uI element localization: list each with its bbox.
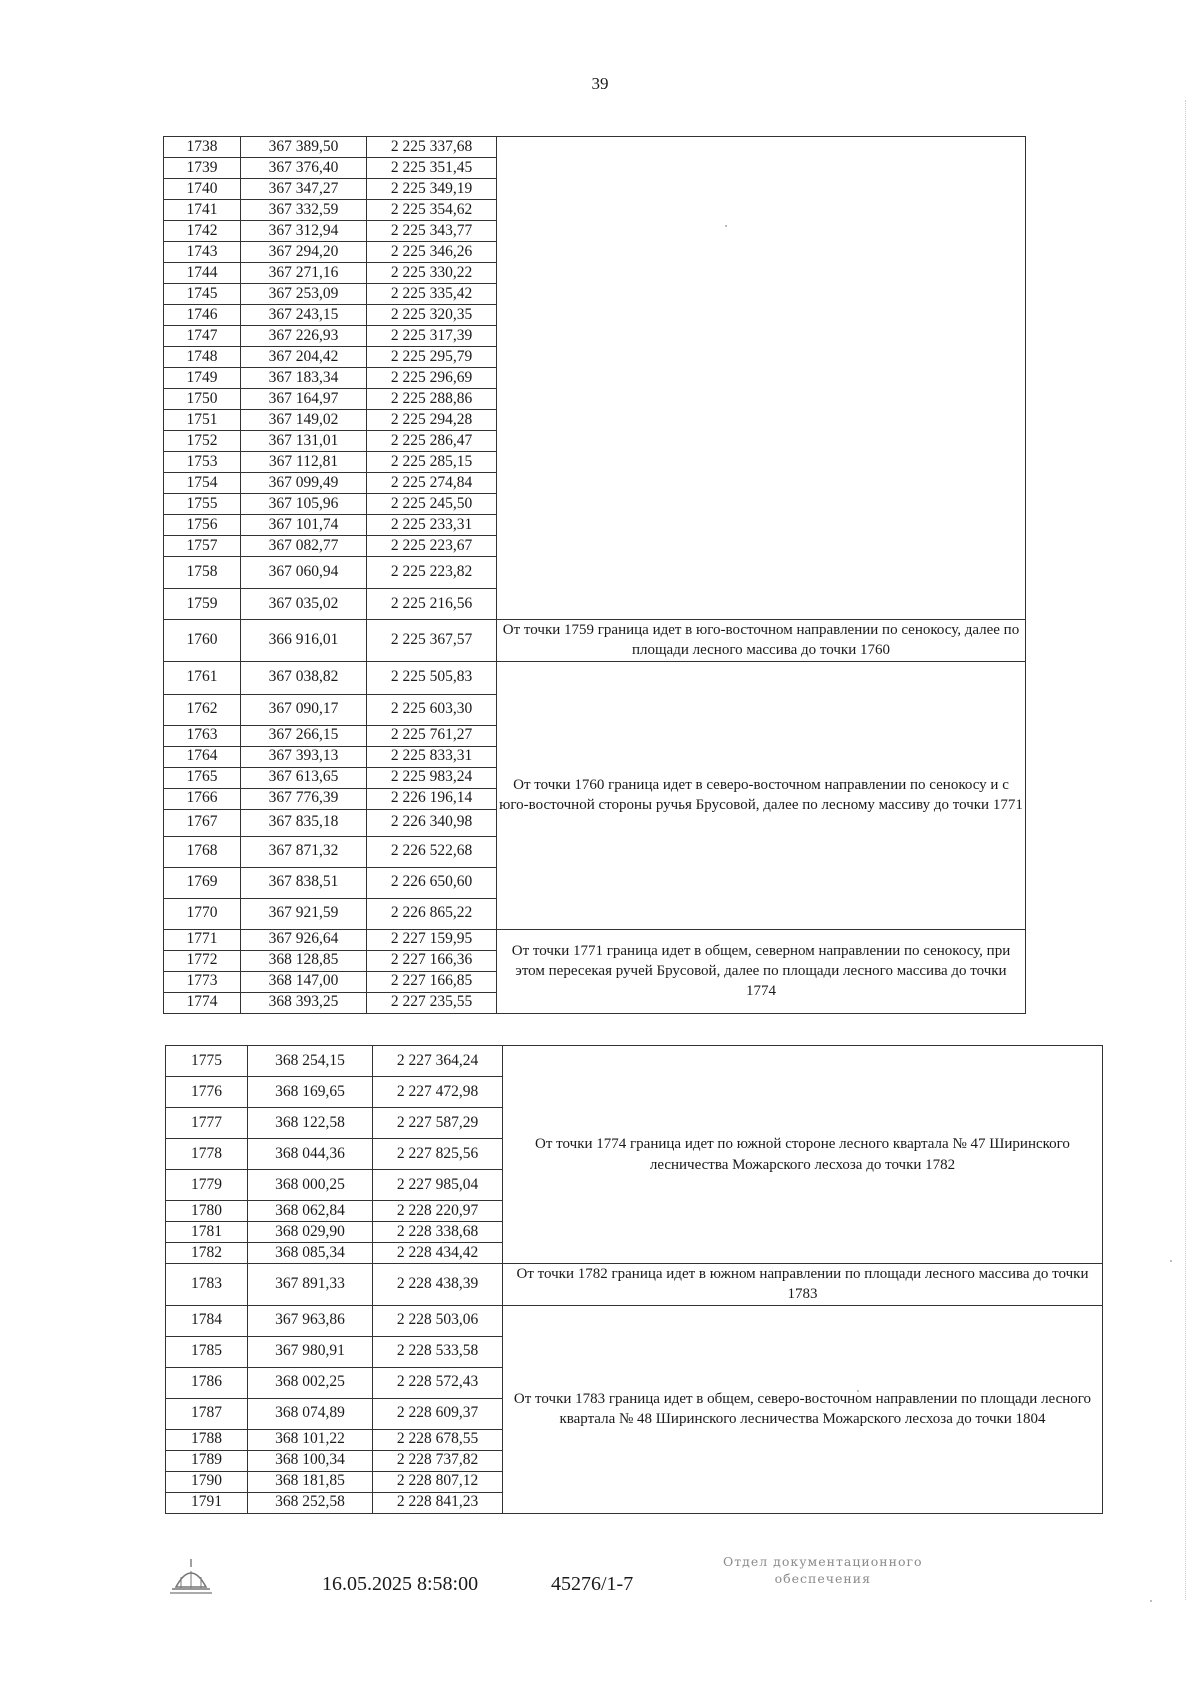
y-coordinate-cell: 2 227 166,36	[367, 950, 497, 971]
x-coordinate-cell: 367 038,82	[241, 661, 367, 694]
point-number-cell: 1781	[166, 1222, 248, 1243]
x-coordinate-cell: 368 002,25	[248, 1367, 373, 1398]
x-coordinate-cell: 367 149,02	[241, 410, 367, 431]
x-coordinate-cell: 367 101,74	[241, 515, 367, 536]
y-coordinate-cell: 2 225 288,86	[367, 389, 497, 410]
boundary-description-cell: От точки 1760 граница идет в северо-восточном направлении по сенокосу и с юго-восточной стороны ручья Брусовой, далее по лесному массиву до точки 1771	[497, 661, 1026, 929]
y-coordinate-cell: 2 228 503,06	[373, 1305, 503, 1336]
y-coordinate-cell: 2 227 364,24	[373, 1046, 503, 1077]
x-coordinate-cell: 367 060,94	[241, 557, 367, 589]
y-coordinate-cell: 2 228 841,23	[373, 1492, 503, 1513]
point-number-cell: 1745	[164, 284, 241, 305]
y-coordinate-cell: 2 227 587,29	[373, 1108, 503, 1139]
y-coordinate-cell: 2 227 985,04	[373, 1170, 503, 1201]
x-coordinate-cell: 366 916,01	[241, 620, 367, 662]
x-coordinate-cell: 367 294,20	[241, 242, 367, 263]
point-number-cell: 1746	[164, 305, 241, 326]
y-coordinate-cell: 2 225 317,39	[367, 326, 497, 347]
table-row	[164, 661, 1026, 694]
y-coordinate-cell: 2 225 295,79	[367, 347, 497, 368]
scan-edge-artifact	[1185, 100, 1187, 1600]
point-number-cell: 1766	[164, 788, 241, 809]
y-coordinate-cell: 2 227 159,95	[367, 929, 497, 950]
point-number-cell: 1787	[166, 1398, 248, 1429]
y-coordinate-cell: 2 225 320,35	[367, 305, 497, 326]
y-coordinate-cell: 2 225 286,47	[367, 431, 497, 452]
table-row	[166, 1046, 1103, 1077]
point-number-cell: 1777	[166, 1108, 248, 1139]
boundary-description-cell: От точки 1759 граница идет в юго-восточном направлении по сенокосу, далее по площади лесного массива до точки 1760	[497, 620, 1026, 662]
y-coordinate-cell: 2 225 330,22	[367, 263, 497, 284]
point-number-cell: 1753	[164, 452, 241, 473]
y-coordinate-cell: 2 225 245,50	[367, 494, 497, 515]
y-coordinate-cell: 2 225 351,45	[367, 158, 497, 179]
x-coordinate-cell: 367 112,81	[241, 452, 367, 473]
point-number-cell: 1744	[164, 263, 241, 284]
x-coordinate-cell: 367 963,86	[248, 1305, 373, 1336]
x-coordinate-cell: 367 243,15	[241, 305, 367, 326]
y-coordinate-cell: 2 225 223,67	[367, 536, 497, 557]
x-coordinate-cell: 368 000,25	[248, 1170, 373, 1201]
point-number-cell: 1742	[164, 221, 241, 242]
x-coordinate-cell: 367 164,97	[241, 389, 367, 410]
scan-speck	[1150, 1600, 1152, 1602]
x-coordinate-cell: 368 393,25	[241, 992, 367, 1013]
point-number-cell: 1790	[166, 1471, 248, 1492]
point-number-cell: 1780	[166, 1201, 248, 1222]
x-coordinate-cell: 367 376,40	[241, 158, 367, 179]
table-row	[164, 929, 1026, 950]
point-number-cell: 1755	[164, 494, 241, 515]
point-number-cell: 1749	[164, 368, 241, 389]
y-coordinate-cell: 2 225 833,31	[367, 746, 497, 767]
y-coordinate-cell: 2 225 294,28	[367, 410, 497, 431]
point-number-cell: 1791	[166, 1492, 248, 1513]
x-coordinate-cell: 367 183,34	[241, 368, 367, 389]
point-number-cell: 1739	[164, 158, 241, 179]
x-coordinate-cell: 368 101,22	[248, 1429, 373, 1450]
y-coordinate-cell: 2 225 343,77	[367, 221, 497, 242]
x-coordinate-cell: 367 613,65	[241, 767, 367, 788]
coordinates-table-top	[163, 136, 1026, 1014]
footer-date: 16.05.2025 8:58:00	[322, 1573, 479, 1595]
point-number-cell: 1778	[166, 1139, 248, 1170]
point-number-cell: 1759	[164, 589, 241, 620]
y-coordinate-cell: 2 226 522,68	[367, 836, 497, 867]
x-coordinate-cell: 367 921,59	[241, 898, 367, 929]
boundary-description-cell: От точки 1783 граница идет в общем, северо-восточном направлении по площади лесного квартала № 48 Ширинского лесничества Можарского лесхоза до точки 1804	[503, 1305, 1103, 1513]
boundary-description-cell: От точки 1771 граница идет в общем, северном направлении по сенокосу, при этом пересекая ручей Брусовой, далее по площади лесного массива до точки 1774	[497, 929, 1026, 1013]
x-coordinate-cell: 367 891,33	[248, 1264, 373, 1306]
y-coordinate-cell: 2 225 354,62	[367, 200, 497, 221]
y-coordinate-cell: 2 225 367,57	[367, 620, 497, 662]
y-coordinate-cell: 2 227 472,98	[373, 1077, 503, 1108]
x-coordinate-cell: 367 090,17	[241, 694, 367, 725]
x-coordinate-cell: 367 253,09	[241, 284, 367, 305]
page-number: 39	[591, 74, 609, 93]
boundary-description-cell: От точки 1774 граница идет по южной стороне лесного квартала № 47 Ширинского лесничества Можарского лесхоза до точки 1782	[503, 1046, 1103, 1264]
point-number-cell: 1768	[164, 836, 241, 867]
y-coordinate-cell: 2 226 865,22	[367, 898, 497, 929]
table-row	[166, 1264, 1103, 1306]
x-coordinate-cell: 367 312,94	[241, 221, 367, 242]
point-number-cell: 1779	[166, 1170, 248, 1201]
x-coordinate-cell: 367 204,42	[241, 347, 367, 368]
point-number-cell: 1757	[164, 536, 241, 557]
x-coordinate-cell: 368 074,89	[248, 1398, 373, 1429]
x-coordinate-cell: 368 122,58	[248, 1108, 373, 1139]
point-number-cell: 1750	[164, 389, 241, 410]
x-coordinate-cell: 368 128,85	[241, 950, 367, 971]
x-coordinate-cell: 368 252,58	[248, 1492, 373, 1513]
point-number-cell: 1752	[164, 431, 241, 452]
dome-emblem-icon	[166, 1555, 216, 1599]
point-number-cell: 1767	[164, 809, 241, 836]
point-number-cell: 1788	[166, 1429, 248, 1450]
x-coordinate-cell: 367 105,96	[241, 494, 367, 515]
point-number-cell: 1747	[164, 326, 241, 347]
y-coordinate-cell: 2 226 340,98	[367, 809, 497, 836]
point-number-cell: 1738	[164, 137, 241, 158]
x-coordinate-cell: 367 347,27	[241, 179, 367, 200]
x-coordinate-cell: 368 029,90	[248, 1222, 373, 1243]
point-number-cell: 1774	[164, 992, 241, 1013]
x-coordinate-cell: 367 131,01	[241, 431, 367, 452]
point-number-cell: 1763	[164, 725, 241, 746]
y-coordinate-cell: 2 227 235,55	[367, 992, 497, 1013]
y-coordinate-cell: 2 228 434,42	[373, 1243, 503, 1264]
point-number-cell: 1782	[166, 1243, 248, 1264]
y-coordinate-cell: 2 225 216,56	[367, 589, 497, 620]
footer-stamp	[723, 1554, 923, 1588]
point-number-cell: 1775	[166, 1046, 248, 1077]
y-coordinate-cell: 2 228 609,37	[373, 1398, 503, 1429]
y-coordinate-cell: 2 228 438,39	[373, 1264, 503, 1306]
x-coordinate-cell: 367 871,32	[241, 836, 367, 867]
x-coordinate-cell: 367 266,15	[241, 725, 367, 746]
table-row	[166, 1305, 1103, 1336]
point-number-cell: 1786	[166, 1367, 248, 1398]
point-number-cell: 1764	[164, 746, 241, 767]
y-coordinate-cell: 2 228 678,55	[373, 1429, 503, 1450]
table-row	[164, 620, 1026, 662]
point-number-cell: 1783	[166, 1264, 248, 1306]
y-coordinate-cell: 2 225 233,31	[367, 515, 497, 536]
x-coordinate-cell: 368 085,34	[248, 1243, 373, 1264]
boundary-description-cell: От точки 1782 граница идет в южном направлении по площади лесного массива до точки 1783	[503, 1264, 1103, 1306]
x-coordinate-cell: 368 181,85	[248, 1471, 373, 1492]
y-coordinate-cell: 2 225 346,26	[367, 242, 497, 263]
point-number-cell: 1784	[166, 1305, 248, 1336]
y-coordinate-cell: 2 225 223,82	[367, 557, 497, 589]
x-coordinate-cell: 367 776,39	[241, 788, 367, 809]
x-coordinate-cell: 368 044,36	[248, 1139, 373, 1170]
point-number-cell: 1770	[164, 898, 241, 929]
point-number-cell: 1762	[164, 694, 241, 725]
x-coordinate-cell: 367 035,02	[241, 589, 367, 620]
y-coordinate-cell: 2 225 337,68	[367, 137, 497, 158]
point-number-cell: 1773	[164, 971, 241, 992]
point-number-cell: 1761	[164, 661, 241, 694]
y-coordinate-cell: 2 226 650,60	[367, 867, 497, 898]
y-coordinate-cell: 2 228 338,68	[373, 1222, 503, 1243]
x-coordinate-cell: 367 393,13	[241, 746, 367, 767]
x-coordinate-cell: 368 100,34	[248, 1450, 373, 1471]
y-coordinate-cell: 2 225 761,27	[367, 725, 497, 746]
x-coordinate-cell: 367 835,18	[241, 809, 367, 836]
boundary-description-cell	[497, 137, 1026, 620]
point-number-cell: 1765	[164, 767, 241, 788]
x-coordinate-cell: 368 254,15	[248, 1046, 373, 1077]
point-number-cell: 1771	[164, 929, 241, 950]
point-number-cell: 1758	[164, 557, 241, 589]
y-coordinate-cell: 2 228 533,58	[373, 1336, 503, 1367]
y-coordinate-cell: 2 225 335,42	[367, 284, 497, 305]
table-row	[164, 137, 1026, 158]
stamp-line-1: Отдел документационного	[723, 1554, 923, 1569]
x-coordinate-cell: 367 332,59	[241, 200, 367, 221]
y-coordinate-cell: 2 227 166,85	[367, 971, 497, 992]
x-coordinate-cell: 367 926,64	[241, 929, 367, 950]
point-number-cell: 1743	[164, 242, 241, 263]
point-number-cell: 1751	[164, 410, 241, 431]
point-number-cell: 1748	[164, 347, 241, 368]
x-coordinate-cell: 367 099,49	[241, 473, 367, 494]
point-number-cell: 1756	[164, 515, 241, 536]
y-coordinate-cell: 2 226 196,14	[367, 788, 497, 809]
scan-speck	[1170, 1260, 1172, 1262]
y-coordinate-cell: 2 227 825,56	[373, 1139, 503, 1170]
point-number-cell: 1769	[164, 867, 241, 898]
y-coordinate-cell: 2 228 737,82	[373, 1450, 503, 1471]
y-coordinate-cell: 2 225 603,30	[367, 694, 497, 725]
x-coordinate-cell: 368 169,65	[248, 1077, 373, 1108]
coordinates-table-bottom	[165, 1045, 1103, 1514]
point-number-cell: 1776	[166, 1077, 248, 1108]
footer-document-code: 45276/1-7	[551, 1573, 634, 1595]
y-coordinate-cell: 2 225 349,19	[367, 179, 497, 200]
x-coordinate-cell: 367 980,91	[248, 1336, 373, 1367]
x-coordinate-cell: 368 062,84	[248, 1201, 373, 1222]
y-coordinate-cell: 2 225 274,84	[367, 473, 497, 494]
point-number-cell: 1760	[164, 620, 241, 662]
point-number-cell: 1789	[166, 1450, 248, 1471]
y-coordinate-cell: 2 228 572,43	[373, 1367, 503, 1398]
y-coordinate-cell: 2 228 220,97	[373, 1201, 503, 1222]
x-coordinate-cell: 367 271,16	[241, 263, 367, 284]
x-coordinate-cell: 368 147,00	[241, 971, 367, 992]
x-coordinate-cell: 367 389,50	[241, 137, 367, 158]
y-coordinate-cell: 2 225 285,15	[367, 452, 497, 473]
point-number-cell: 1741	[164, 200, 241, 221]
point-number-cell: 1785	[166, 1336, 248, 1367]
y-coordinate-cell: 2 225 296,69	[367, 368, 497, 389]
point-number-cell: 1754	[164, 473, 241, 494]
x-coordinate-cell: 367 838,51	[241, 867, 367, 898]
stamp-line-2: обеспечения	[774, 1570, 871, 1586]
point-number-cell: 1740	[164, 179, 241, 200]
x-coordinate-cell: 367 226,93	[241, 326, 367, 347]
point-number-cell: 1772	[164, 950, 241, 971]
y-coordinate-cell: 2 225 505,83	[367, 661, 497, 694]
y-coordinate-cell: 2 228 807,12	[373, 1471, 503, 1492]
y-coordinate-cell: 2 225 983,24	[367, 767, 497, 788]
x-coordinate-cell: 367 082,77	[241, 536, 367, 557]
